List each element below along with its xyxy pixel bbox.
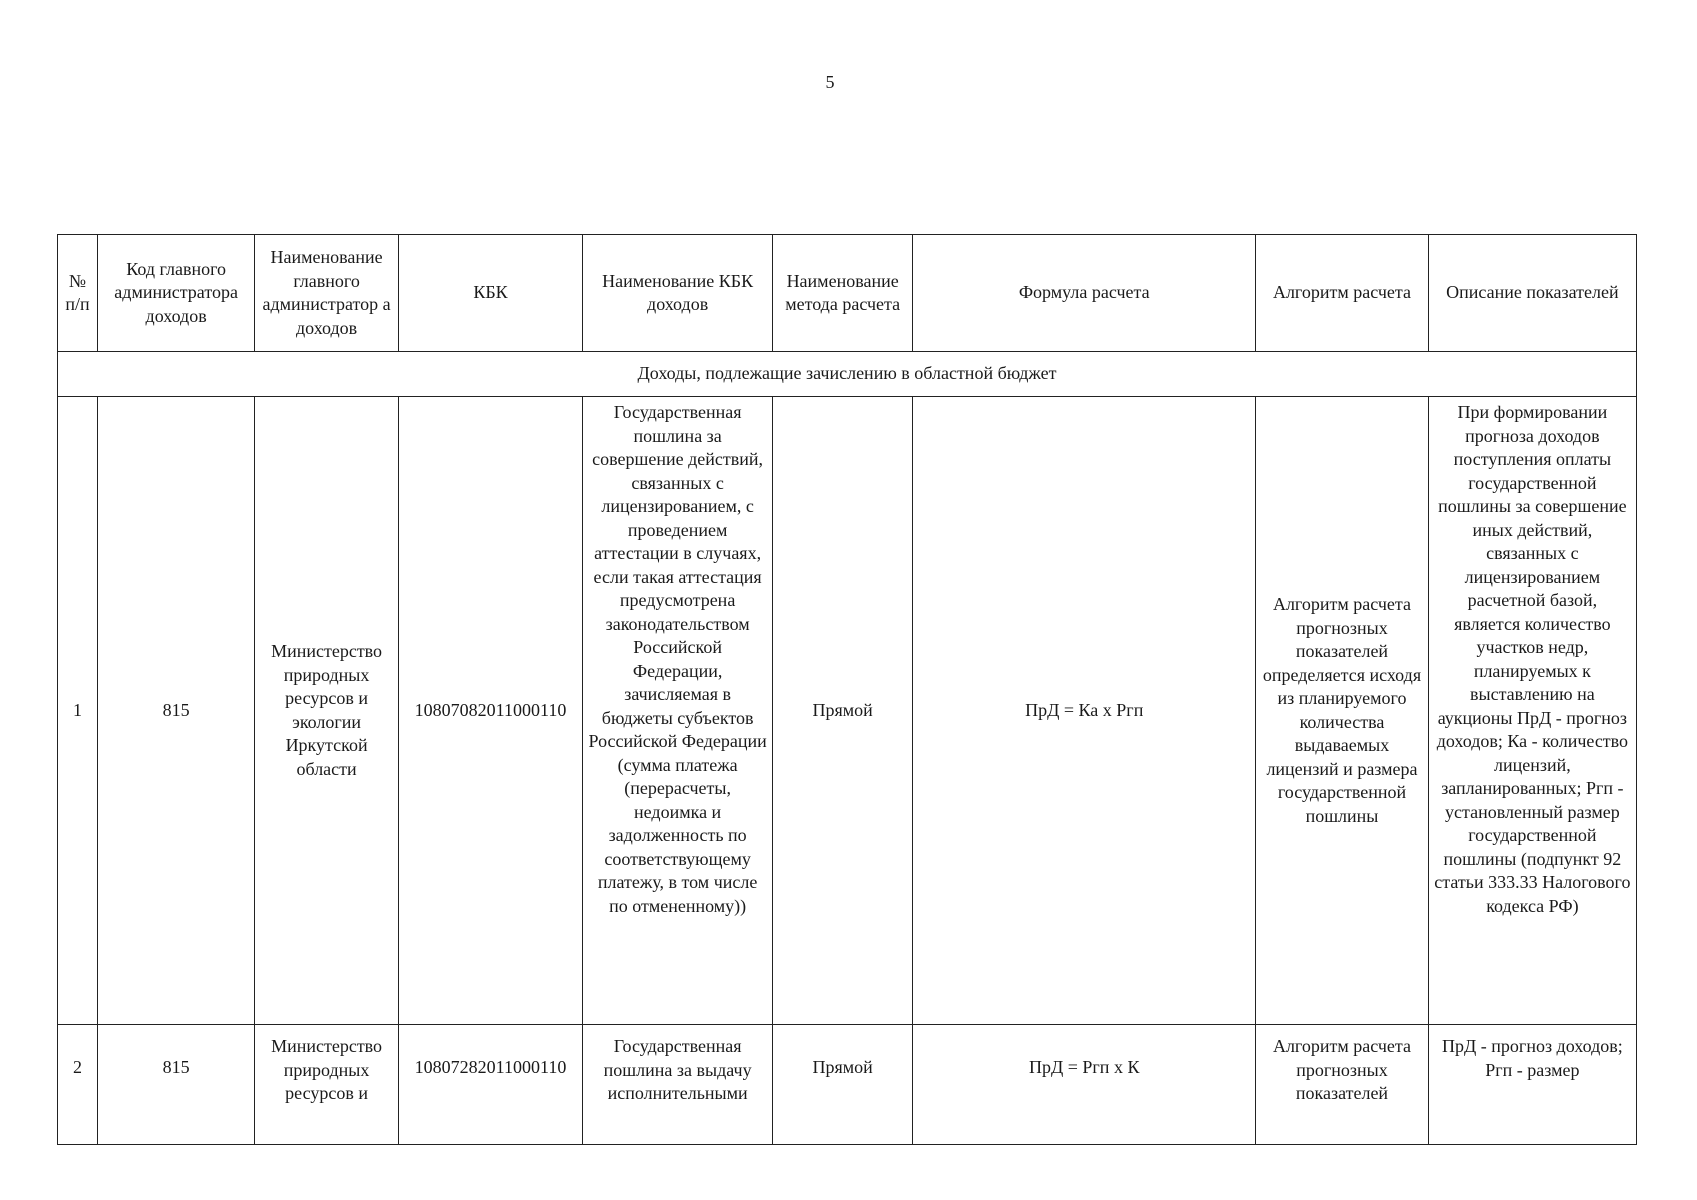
header-formula: Формула расчета xyxy=(913,235,1256,352)
row-formula: ПрД = Ка х Ргп xyxy=(913,397,1256,1025)
header-kbk: КБК xyxy=(398,235,582,352)
revenue-forecast-table xyxy=(57,234,1637,1145)
table-row xyxy=(58,397,1637,1025)
row-kbk: 10807082011000110 xyxy=(398,397,582,1025)
row-description: При формировании прогноза доходов поступления оплаты государственной пошлины за совершение иных действий, связанных с лицензированием расчетной базой, является количество участков недр, планируемых к выставлению на аукционы ПрД - прогноз доходов; Ка - количество лицензий, запланированных; Ргп - установленный размер государственной пошлины (подпункт 92 статьи 333.33 Налогового кодекса РФ) xyxy=(1428,397,1636,1025)
row-algorithm: Алгоритм расчета прогнозных показателей определяется исходя из планируемого количества выдаваемых лицензий и размера государственной пошлины xyxy=(1256,397,1429,1025)
row-kbk: 10807282011000110 xyxy=(398,1025,582,1145)
row-num: 1 xyxy=(58,397,98,1025)
header-admin-code: Код главного администратора доходов xyxy=(97,235,254,352)
header-algorithm: Алгоритм расчета xyxy=(1256,235,1429,352)
row-num: 2 xyxy=(58,1025,98,1145)
row-method: Прямой xyxy=(773,1025,913,1145)
table-header-row xyxy=(58,235,1637,352)
header-kbk-name: Наименование КБК доходов xyxy=(583,235,773,352)
row-kbk-name: Государственная пошлина за совершение действий, связанных с лицензированием, с проведением аттестации в случаях, если такая аттестация предусмотрена законодательством Российской Федерации, зачисляемая в бюджеты субъектов Российской Федерации (сумма платежа (перерасчеты, недоимка и задолженность по соответствующему платежу, в том числе по отмененному)) xyxy=(583,397,773,1025)
row-admin-code: 815 xyxy=(97,397,254,1025)
row-algorithm: Алгоритм расчета прогнозных показателей xyxy=(1256,1025,1429,1145)
row-admin-name: Министерство природных ресурсов и xyxy=(255,1025,398,1145)
row-formula: ПрД = Ргп х К xyxy=(913,1025,1256,1145)
header-num: № п/п xyxy=(58,235,98,352)
row-admin-code: 815 xyxy=(97,1025,254,1145)
section-row xyxy=(58,352,1637,397)
row-kbk-name: Государственная пошлина за выдачу исполнительными xyxy=(583,1025,773,1145)
page-number: 5 xyxy=(825,72,835,92)
header-description: Описание показателей xyxy=(1428,235,1636,352)
row-admin-name: Министерство природных ресурсов и экологии Иркутской области xyxy=(255,397,398,1025)
header-method: Наименование метода расчета xyxy=(773,235,913,352)
header-admin-name: Наименование главного администратор а доходов xyxy=(255,235,398,352)
row-method: Прямой xyxy=(773,397,913,1025)
section-title: Доходы, подлежащие зачислению в областной бюджет xyxy=(58,352,1637,397)
row-description: ПрД - прогноз доходов; Ргп - размер xyxy=(1428,1025,1636,1145)
table-row xyxy=(58,1025,1637,1145)
